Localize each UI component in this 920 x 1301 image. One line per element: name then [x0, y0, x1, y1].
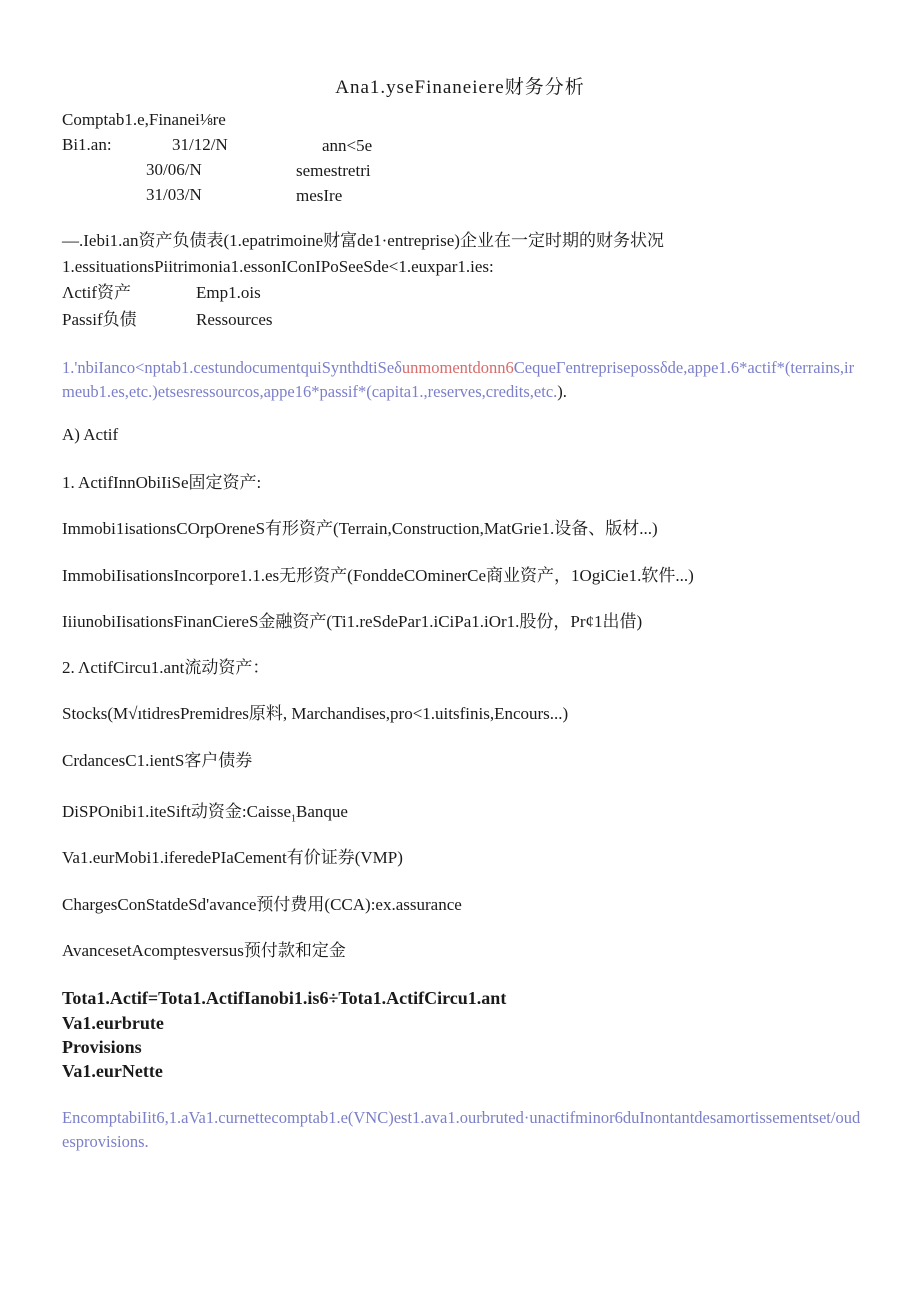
disponibilites-text: DiSPOnibi1.iteSift动资金:Caisse: [62, 802, 292, 821]
creances-line: CrdancesC1.ientS客户债券: [62, 751, 253, 770]
disponibilites-sub: 1: [291, 813, 297, 825]
section-a-heading: A) Actif: [62, 425, 119, 444]
immobilisations-incorporelles: ImmobiIisationsIncorpore1.1.es无形资产(FonddeCOminerCe商业资产，1OgiCie1.软件...): [62, 566, 694, 585]
immobilisations-financieres: IiiunobiIisationsFinanCiereS金融资产(Ti1.reSdePar1.iCiPa1.iOr1.股份，Pr¢1出借): [62, 612, 643, 631]
immobilisations-corporelles: Immobi1isationsCOrpOreneS有形资产(Terrain,Construction,MatGrie1.设备、版材...): [62, 519, 658, 538]
disponibilites-line: [62, 801, 348, 830]
note-part-3: δde,appe1.6*actif*(terrains,irmeub1.es,etc.)etsesressourcos,appe16*passif*(capita1.,reserves,credits,etc.: [62, 358, 855, 401]
actif-label: Λctif资产: [62, 283, 131, 302]
stocks-line: Stocks(M√ıtidresPremidres原料, Marchandises,pro<1.uitsfinis,Encours...): [62, 704, 569, 723]
note-part-2: CequeΓentrepriseposs: [513, 358, 660, 377]
bilan-period-2: semestretri: [296, 161, 371, 180]
bilan-period-1: ann<5e: [322, 136, 373, 155]
note-part-4: ).: [557, 382, 567, 401]
passif-value: Ressources: [196, 310, 273, 329]
total-actif-formula: Tota1.Actif=Tota1.ActifIanobi1.is6÷Tota1.ActifCircu1.ant: [62, 988, 507, 1008]
section-bilan-heading: —.Iebi1.an资产负债表(1.epatrimoine财富de1·entreprise)企业在一定时期的财务状况: [62, 231, 664, 250]
page-title: Ana1.yseFinaneiere财务分析: [335, 77, 585, 98]
bilan-date-3: 31/03/N: [146, 185, 202, 204]
section-bilan-subline: 1.essituationsPiitrimonia1.essonIConIPoSeeSde<1.euxpar1.ies:: [62, 257, 494, 276]
actif-immobilise-heading: 1. ActifInnObiIiSe固定资产:: [62, 473, 262, 492]
cca-line: ChargesConStatdeSd'avance预付费用(CCA):ex.assurance: [62, 895, 462, 914]
bilan-definition-note: [62, 356, 862, 404]
disponibilites-tail: Banque: [296, 802, 348, 821]
valeur-nette: Va1.eurNette: [62, 1061, 163, 1081]
provisions: Provisions: [62, 1037, 142, 1057]
bilan-date-2: 30/06/N: [146, 160, 202, 179]
actif-value: Emp1.ois: [196, 283, 261, 302]
passif-label: Passif负债: [62, 310, 137, 329]
vmp-line: Va1.eurMobi1.iferedePIaCement有价证券(VMP): [62, 848, 403, 867]
avances-line: AvancesetAcomptesversus预付款和定金: [62, 941, 346, 960]
note-part-red: unmomentdonn6: [401, 358, 514, 377]
vnc-definition-note: EncomptabiIit6,1.aVa1.curnettecomptab1.e(VNC)est1.ava1.ourbruted·unactifminor6duInontantdesamortissementset/oudesprovisions.: [62, 1108, 861, 1151]
note-part-1: 1.'nbiIanco<nptab1.cestundocumentquiSynthdtiSeδ: [62, 358, 402, 377]
bilan-label: Bi1.an:: [62, 135, 112, 154]
bilan-period-3: mesIre: [296, 186, 343, 205]
subtitle: Comptab1.e,Finanei⅛re: [62, 110, 226, 129]
actif-circulant-heading: 2. ΛctifCircu1.ant流动资产：: [62, 658, 270, 677]
bilan-date-1: 31/12/N: [172, 135, 228, 154]
valeur-brute: Va1.eurbrute: [62, 1013, 164, 1033]
